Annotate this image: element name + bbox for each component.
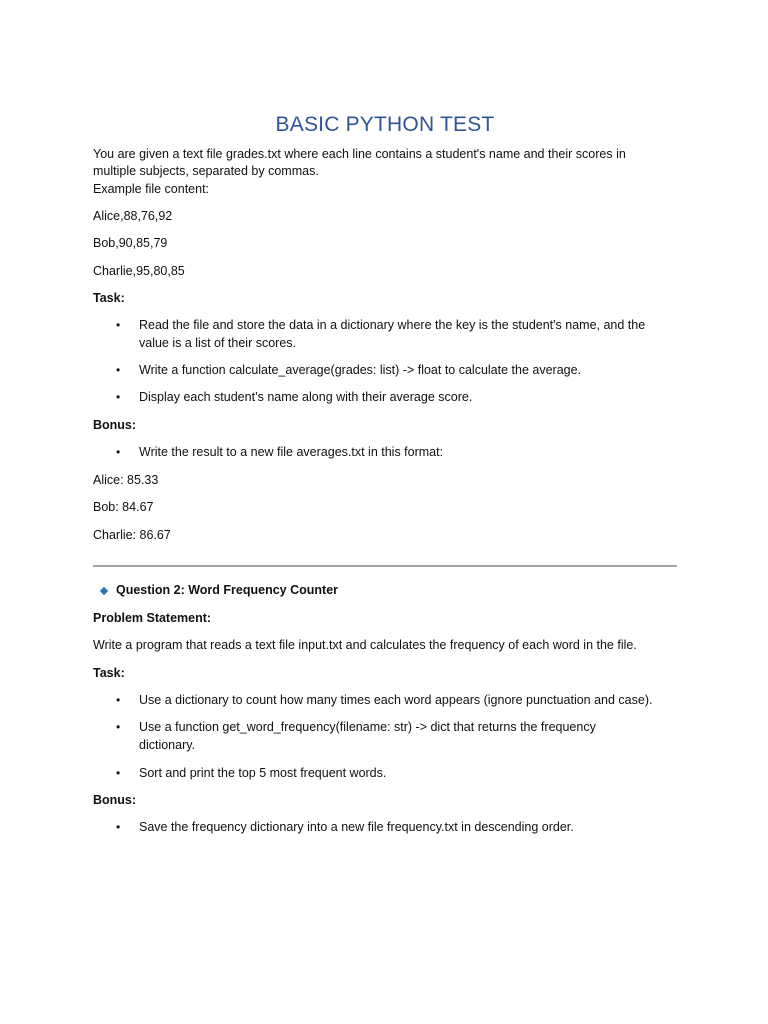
bullet-icon: • (116, 720, 121, 734)
output-line: Bob: 84.67 (93, 500, 154, 514)
q2-task-item-3: Sort and print the top 5 most frequent words. (139, 766, 387, 780)
example-line: Alice,88,76,92 (93, 209, 173, 223)
q1-intro-line-2: multiple subjects, separated by commas. (93, 164, 319, 178)
bullet-icon: • (116, 766, 121, 780)
q1-example-label: Example file content: (93, 182, 210, 196)
bullet-icon: • (116, 390, 121, 404)
q1-task-item-2: Write a function calculate_average(grades: list) -> float to calculate the average. (139, 363, 582, 377)
output-line: Charlie: 86.67 (93, 528, 171, 542)
q1-task-item-3: Display each student’s name along with their average score. (139, 390, 473, 404)
document-page (93, 0, 677, 1024)
q1-intro-line-1: You are given a text file grades.txt where each line contains a student's name and their scores in (93, 147, 626, 161)
q2-problem-label: Problem Statement: (93, 611, 212, 625)
bullet-icon: • (116, 363, 121, 377)
q2-problem-text: Write a program that reads a text file input.txt and calculates the frequency of each word in the file. (93, 638, 637, 652)
example-line: Charlie,95,80,85 (93, 264, 185, 278)
bullet-icon: • (116, 445, 121, 459)
example-line: Bob,90,85,79 (93, 236, 168, 250)
bullet-icon: • (116, 318, 121, 332)
q1-task-item-1-line-1: Read the file and store the data in a dictionary where the key is the student's name, and the (139, 318, 646, 332)
q1-task-label: Task: (93, 291, 125, 305)
bullet-icon: • (116, 693, 121, 707)
q1-bonus-item-1: Write the result to a new file averages.txt in this format: (139, 445, 444, 459)
bullet-icon: • (116, 820, 121, 834)
horizontal-divider (93, 565, 677, 567)
q2-task-item-2-line-1: Use a function get_word_frequency(filename: str) -> dict that returns the frequency (139, 720, 596, 734)
q2-bonus-label: Bonus: (93, 793, 137, 807)
q2-bonus-item-1: Save the frequency dictionary into a new file frequency.txt in descending order. (139, 820, 574, 834)
q2-task-label: Task: (93, 666, 125, 680)
q2-task-item-2-line-2: dictionary. (139, 738, 196, 752)
q2-heading: Question 2: Word Frequency Counter (116, 583, 339, 597)
document-title: BASIC PYTHON TEST (275, 113, 495, 136)
diamond-icon (100, 587, 108, 595)
output-line: Alice: 85.33 (93, 473, 159, 487)
q2-task-item-1: Use a dictionary to count how many times each word appears (ignore punctuation and case). (139, 693, 653, 707)
q1-bonus-label: Bonus: (93, 418, 137, 432)
q1-task-item-1-line-2: value is a list of their scores. (139, 336, 297, 350)
